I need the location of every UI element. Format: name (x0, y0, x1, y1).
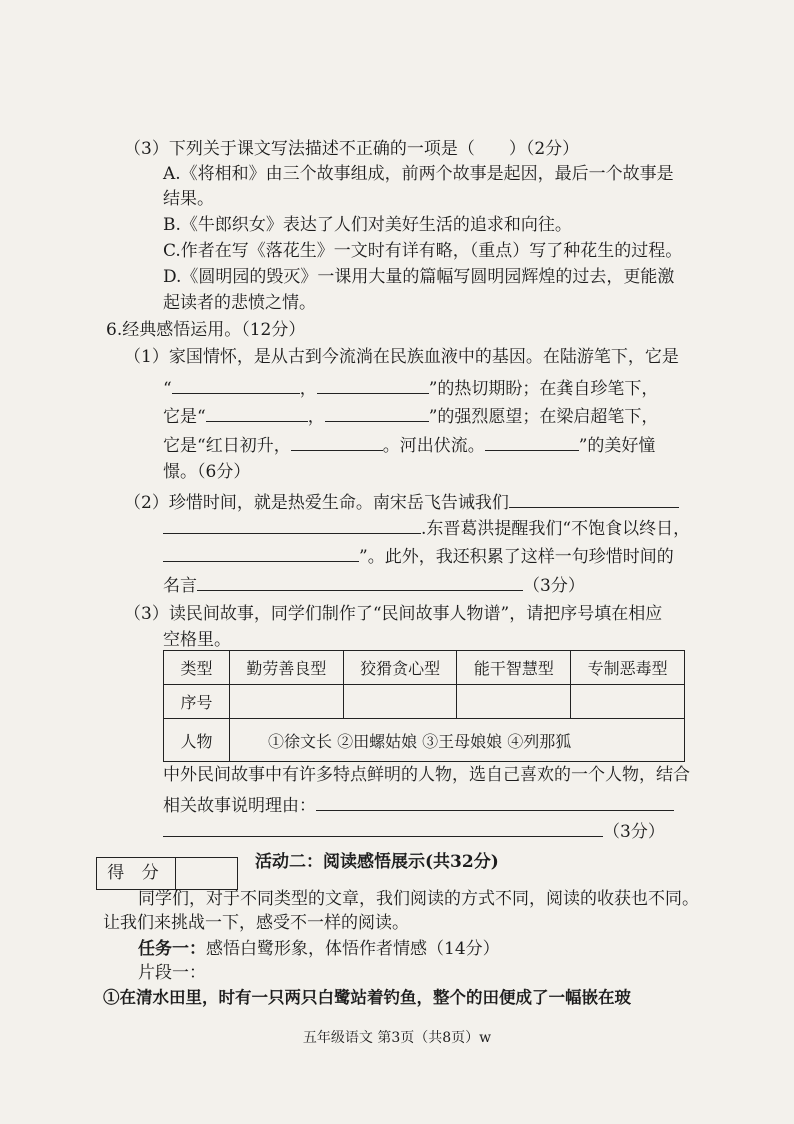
table-row-character-label: 人物 (164, 719, 230, 762)
q6-1-line3: 它是“ ， ”的强烈愿望；在梁启超笔下， (163, 407, 659, 427)
q3-option-a-line2: 结果。 (163, 189, 214, 209)
score-box (96, 857, 238, 890)
q6-2-line1: （2）珍惜时间，就是热爱生命。南宋岳飞告诫我们 (124, 491, 679, 514)
blank-ge-hong[interactable] (163, 545, 359, 562)
q3-option-d-line1: D.《圆明园的毁灭》一课用大量的篇幅写圆明园辉煌的过去，更能激 (163, 267, 675, 287)
q3-option-c: C.作者在写《落花生》一文时有详有略，（重点）写了种花生的过程。 (163, 241, 683, 261)
q6-1-line2: “ ， ”的热切期盼；在龚自珍笔下， (163, 379, 659, 399)
page-footer: 五年级语文 第3页（共8页）w (302, 1030, 492, 1046)
task1-line: 任务一：感悟白鹭形象，体悟作者情感（14分） (138, 939, 500, 959)
blank-reason-1[interactable] (316, 794, 674, 811)
table-header-smart: 能干智慧型 (457, 651, 571, 685)
character-list: ①徐文长 ②田螺姑娘 ③王母娘娘 ④列那狐 (230, 719, 685, 762)
blank-motto[interactable] (197, 574, 523, 591)
paragraph-1: ①在清水田里，时有一只两只白鹭站着钓鱼，整个的田便成了一幅嵌在玻 (103, 988, 631, 1007)
q6-2-line3: ”。此外，我还积累了这样一句珍惜时间的 (163, 545, 674, 568)
q6-3-line3: 中外民间故事中有许多特点鲜明的人物，选自己喜欢的一个人物，结合 (163, 765, 690, 785)
blank-lu-you-2[interactable] (317, 377, 429, 394)
activity2-title: 活动二：阅读感悟展示(共32分) (255, 852, 499, 872)
blank-liang-qichao-2[interactable] (485, 434, 579, 451)
fragment-label: 片段一： (138, 963, 206, 983)
q6-3-line4: 相关故事说明理由： (163, 794, 674, 817)
q6-3-line2: 空格里。 (163, 630, 231, 650)
blank-gong-zizhen-2[interactable] (325, 405, 429, 422)
blank-gong-zizhen-1[interactable] (206, 405, 308, 422)
blank-reason-2[interactable] (163, 820, 603, 837)
table-header-cunning: 狡猾贪心型 (343, 651, 457, 685)
answer-cell-kind[interactable] (230, 685, 344, 719)
q3-stem: （3）下列关于课文写法描述不正确的一项是（ ）（2分） (124, 139, 580, 159)
q3-option-a-line1: A.《将相和》由三个故事组成，前两个故事是起因，最后一个故事是 (163, 164, 674, 184)
q6-1-line5: 憬。（6分） (163, 462, 251, 482)
table-row-number-label: 序号 (164, 685, 230, 719)
blank-yue-fei-1[interactable] (509, 491, 679, 508)
q6-1-line1: （1）家国情怀，是从古到今流淌在民族血液中的基因。在陆游笔下，它是 (124, 347, 679, 367)
score-label: 得 分 (97, 858, 176, 889)
blank-liang-qichao-1[interactable] (291, 434, 383, 451)
answer-cell-cunning[interactable] (343, 685, 457, 719)
q3-option-d-line2: 起读者的悲愤之情。 (163, 293, 316, 313)
q6-1-line4: 它是“红日初升， 。河出伏流。 ”的美好憧 (163, 436, 656, 456)
q6-title: 6.经典感悟运用。（12分） (106, 320, 306, 340)
folk-story-character-table (163, 650, 685, 762)
table-header-type: 类型 (164, 651, 230, 685)
activity2-intro-line2: 让我们来挑战一下，感受不一样的阅读。 (103, 913, 409, 933)
blank-yue-fei-2[interactable] (163, 517, 421, 534)
table-header-tyrant: 专制恶毒型 (571, 651, 685, 685)
blank-lu-you-1[interactable] (172, 377, 300, 394)
answer-cell-tyrant[interactable] (571, 685, 685, 719)
q6-3-line1: （3）读民间故事，同学们制作了“民间故事人物谱”，请把序号填在相应 (124, 604, 663, 624)
q3-option-b: B.《牛郎织女》表达了人们对美好生活的追求和向往。 (163, 215, 572, 235)
table-header-kind: 勤劳善良型 (230, 651, 344, 685)
q6-3-line5: （3分） (163, 820, 665, 843)
answer-cell-smart[interactable] (457, 685, 571, 719)
q6-2-line2: .东晋葛洪提醒我们“不饱食以终日， (163, 517, 690, 540)
q6-2-line4: 名言 （3分） (163, 576, 585, 596)
score-cell[interactable] (176, 858, 237, 889)
activity2-intro-line1: 同学们，对于不同类型的文章，我们阅读的方式不同，阅读的收获也不同。 (138, 889, 699, 909)
